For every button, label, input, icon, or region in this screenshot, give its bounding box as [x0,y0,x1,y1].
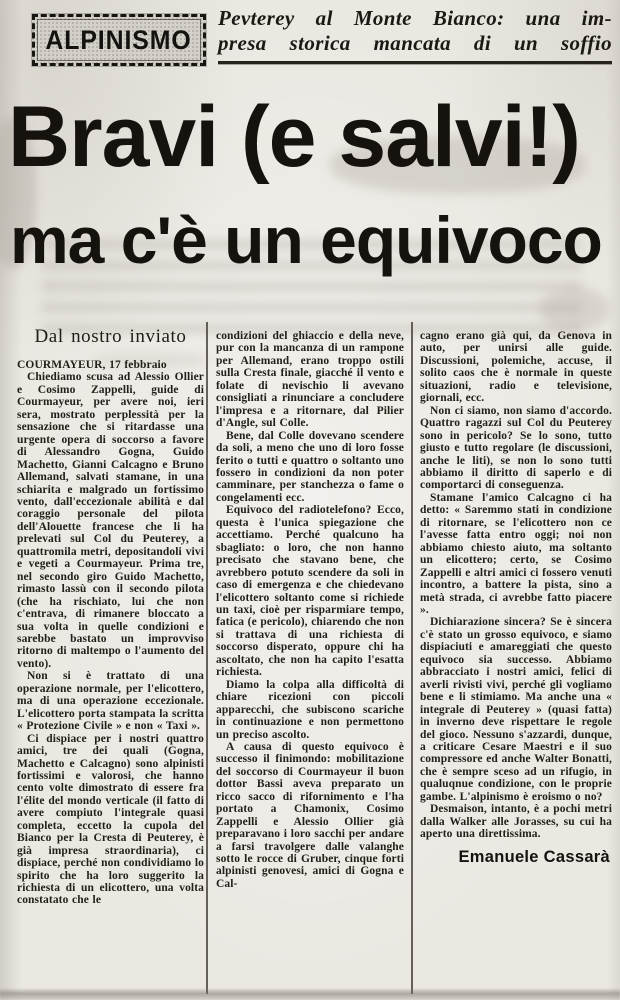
section-badge [32,14,206,66]
column-divider [206,322,208,994]
paragraph: cagno erano già qui, da Genova in auto, per unirsi alle guide. Discussioni, polemiche, accuse, il solito caos che è normale in queste situazioni, radio e televisione, giornali, ecc. [420,330,612,405]
standfirst: Dal nostro inviato [34,326,187,347]
kicker-underline [218,61,612,64]
article-column-3 [420,330,612,867]
paragraph: Dichiarazione sincera? Se è sincera c'è stato un grosso equivoco, e siamo dispiaciuti e amareggiati che questo equivoco sia successo. Abbiamo abbracciato i nostri amici, felici di averli rivisti vivi, perché gli vogliamo bene e li stimiamo. Ma anche una « integrale di Peuterey » (quasi fatta) in inverno deve rispettare le regole del gioco. Nessuno s'azzardi, dunque, a criticare Cesare Maestri e il suo compressore ed anche Walter Bonatti, che è sempre sceso ad un rifugio, in qualuqnue condizione, con le proprie gambe. L'alpinismo è eroismo o no? [420,616,613,803]
dateline: COURMAYEUR, 17 febbraio [17,359,167,371]
paragraph: A causa di questo equivoco è successo il finimondo: mobilitazione del soccorso di Courmayeur il buon dottor Bassi aveva preparato un ricco sacco di rifornimento e l'ha portato a Chamonix, Cosimo Zappelli e Alessio Ollier già preparavano i loro sacchi per andare a farsi travolgere dalle valanghe sotto le rocce di Gruber, cinque forti alpinisti genovesi, amici di Gogna e Cal- [216,740,404,890]
scan-bottom-edge [0,988,620,1000]
paragraph: Desmaison, intanto, è a pochi metri dalla Walker alle Jorasses, su cui ha aperto una direttissima. [420,803,612,841]
paragraph: Non ci siamo, non siamo d'accordo. Quattro ragazzi sul Col du Peuterey sono in pericolo? Se lo sono, tutto giusto e tutto regolare (le discussioni, anche le liti), se non lo sono tutti abbiamo il diritto di saperlo e di comportarci di conseguenza. [420,404,612,492]
column-divider [411,322,413,994]
scan-smudge [540,288,610,330]
article-column-2 [216,330,404,890]
kicker-line: Pevterey al Monte Bianco: una im- [218,6,612,30]
headline-line-1: Bravi (e salvi!) [8,89,580,185]
headline-line-2: ma c'è un equivoco [10,203,602,277]
section-badge-label: ALPINISMO [45,24,193,55]
paragraph: condizioni del ghiaccio e della neve, pur con la mancanza di un rampone per Allemand, erano troppo ostili sulla Cresta finale, giacché il vento e folate di nevischio li avevano consigliati a rinunciare a concludere l'impresa e a ritornare, dal Pilier d'Angle, sul Colle. [216,330,404,430]
paragraph: Diamo la colpa alla difficoltà di chiare ricezioni con piccoli apparecchi, che subiscono scariche in continuazione e non permettono un preciso ascolto. [216,678,404,741]
paragraph: Ci dispiace per i nostri quattro amici, tre dei quali (Gogna, Machetto e Calcagno) sono alpinisti fortissimi e valorosi, che hanno cento volte dimostrato di essere fra l'élite del mondo verticale (il fatto di avere compiuto l'integrale quasi completa, eccetto la cupola del Bianco per la Cresta di Peuterey, è già impresa straordinaria), ci dispiace, perché non condividiamo lo spirito che ha loro suggerito la richiesta di un elicottero, una volta constatato che le [17,732,204,907]
paragraph: Non si è trattato di una operazione normale, per l'elicottero, ma di una operazione eccezionale. L'elicottero porta stampata la scritta « Protezione Civile » e non « Taxi ». [17,670,204,733]
paragraph: Chiediamo scusa ad Alessio Ollier e Cosimo Zappelli, guide di Courmayeur, per avere noi, ieri sera, mostrato perplessità per la sensazione che si ritardasse una urgente opera di soccorso a favore di Alessandro Gogna, Guido Machetto, Gianni Calcagno e Bruno Allemand, salvati stamane, in una schiarita e malgrado un fortissimo vento, dall'eccezionale abilità e dal coraggio personale del pilota dell'Alouette francese che li ha prelevati sul Col du Peuterey, a quattromila metri, depositandoli vivi e vegeti a Courmayeur. Prima tre, nel secondo giro Guido Machetto, rimasto lassù con il secondo pilota (che ha rischiato, lui che non c'entrava, di rimanere bloccato a sua volta in quelle condizioni e sarebbe bastato un improvviso ritorno di maltempo o l'aumento del vento). [17,371,204,670]
paragraph: Bene, dal Colle dovevano scendere da soli, a meno che uno di loro fosse ferito o tutti e quattro o soltanto uno fossero in condizioni da non poter camminare, per stanchezza o fame o congelamenti ecc. [216,429,404,504]
paragraph: Stamane l'amico Calcagno ci ha detto: « Saremmo stati in condizione di ritornare, se l'elicottero non ce l'avesse fatta entro oggi; noi non abbiamo chiesto aiuto, ma soltanto un elicottero; certo, se Cosimo Zappelli e altri amici ci fossero venuti incontro, a battere la pista, sino a metà strada, ci avrebbe fatto piacere ». [420,491,613,616]
article-column-1 [17,326,204,907]
byline: Emanuele Cassarà [458,847,610,866]
kicker-line: presa storica mancata di un soffio [218,31,612,55]
paragraph: Equivoco del radiotelefono? Ecco, questa è l'unica spiegazione che accettiamo. Perché qualcuno ha sbagliato: o loro, che non hanno precisato che stavano bene, che avrebbero potuto scendere da soli in caso di emergenza e che chiedevano l'elicottero soltanto come si richiede un taxi, cioè per risparmiare tempo, fatica (e pericolo), chiarendo che non si trattava di una richiesta di soccorso disperato, oppure chi ha ascoltato, che non ha capito l'esatta richiesta. [216,504,405,679]
kicker [218,6,612,64]
